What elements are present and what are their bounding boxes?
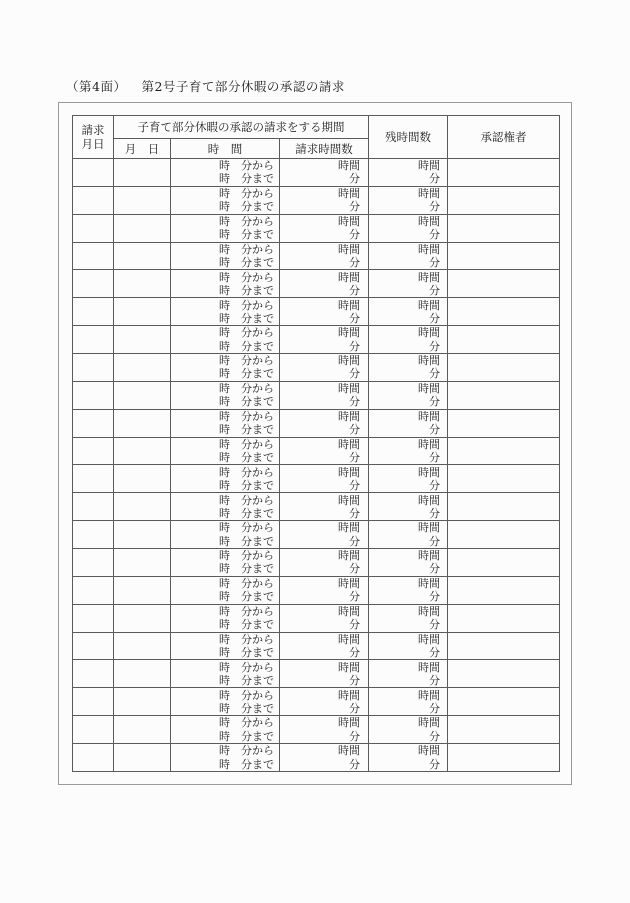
cell-month-day: [114, 298, 171, 326]
cell-time-period: 時 分から 時 分まで: [171, 493, 280, 521]
cell-approver: [448, 354, 560, 382]
table-row: [73, 688, 560, 716]
cell-remaining-hours: 時間 分: [369, 576, 448, 604]
cell-remaining-hours: 時間 分: [369, 270, 448, 298]
cell-time-period: 時 分から 時 分まで: [171, 354, 280, 382]
table-row: [73, 409, 560, 437]
cell-time-period: 時 分から 時 分まで: [171, 326, 280, 354]
cell-approver: [448, 214, 560, 242]
cell-request-date: [73, 242, 114, 270]
cell-time-period: 時 分から 時 分まで: [171, 214, 280, 242]
page-title: [66, 77, 345, 95]
cell-approver: [448, 270, 560, 298]
cell-time-period: 時 分から 時 分まで: [171, 381, 280, 409]
cell-remaining-hours: 時間 分: [369, 326, 448, 354]
cell-remaining-hours: 時間 分: [369, 549, 448, 577]
cell-request-date: [73, 660, 114, 688]
table-row: [73, 186, 560, 214]
table-row: [73, 214, 560, 242]
cell-requested-hours: 時間 分: [280, 521, 369, 549]
cell-requested-hours: 時間 分: [280, 465, 369, 493]
cell-requested-hours: 時間 分: [280, 604, 369, 632]
table-row: [73, 326, 560, 354]
cell-requested-hours: 時間 分: [280, 326, 369, 354]
table-row: [73, 549, 560, 577]
header-approver: 承認権者: [448, 116, 560, 159]
table-row: [73, 242, 560, 270]
cell-approver: [448, 186, 560, 214]
table-row: [73, 465, 560, 493]
cell-approver: [448, 159, 560, 187]
cell-month-day: [114, 409, 171, 437]
table-row: [73, 381, 560, 409]
cell-month-day: [114, 716, 171, 744]
cell-time-period: 時 分から 時 分まで: [171, 744, 280, 772]
cell-request-date: [73, 493, 114, 521]
cell-time-period: 時 分から 時 分まで: [171, 242, 280, 270]
cell-time-period: 時 分から 時 分まで: [171, 159, 280, 187]
cell-requested-hours: 時間 分: [280, 298, 369, 326]
cell-month-day: [114, 660, 171, 688]
cell-approver: [448, 632, 560, 660]
cell-time-period: 時 分から 時 分まで: [171, 688, 280, 716]
table-row: [73, 354, 560, 382]
cell-requested-hours: 時間 分: [280, 409, 369, 437]
cell-approver: [448, 242, 560, 270]
cell-request-date: [73, 159, 114, 187]
table-row: [73, 576, 560, 604]
cell-month-day: [114, 465, 171, 493]
cell-remaining-hours: 時間 分: [369, 409, 448, 437]
cell-requested-hours: 時間 分: [280, 660, 369, 688]
cell-requested-hours: 時間 分: [280, 688, 369, 716]
cell-approver: [448, 326, 560, 354]
header-remaining-hours: 残時間数: [369, 116, 448, 159]
cell-request-date: [73, 716, 114, 744]
cell-request-date: [73, 270, 114, 298]
cell-requested-hours: 時間 分: [280, 744, 369, 772]
cell-request-date: [73, 381, 114, 409]
cell-approver: [448, 493, 560, 521]
table-row: [73, 604, 560, 632]
cell-remaining-hours: 時間 分: [369, 354, 448, 382]
cell-month-day: [114, 354, 171, 382]
table-row: [73, 298, 560, 326]
cell-remaining-hours: 時間 分: [369, 604, 448, 632]
cell-approver: [448, 604, 560, 632]
cell-request-date: [73, 186, 114, 214]
cell-month-day: [114, 381, 171, 409]
table-row: [73, 660, 560, 688]
cell-approver: [448, 409, 560, 437]
cell-time-period: 時 分から 時 分まで: [171, 604, 280, 632]
cell-approver: [448, 549, 560, 577]
cell-request-date: [73, 688, 114, 716]
cell-approver: [448, 298, 560, 326]
cell-time-period: 時 分から 時 分まで: [171, 270, 280, 298]
cell-requested-hours: 時間 分: [280, 159, 369, 187]
header-row-1: [73, 116, 560, 139]
cell-approver: [448, 716, 560, 744]
cell-remaining-hours: 時間 分: [369, 688, 448, 716]
cell-requested-hours: 時間 分: [280, 186, 369, 214]
cell-time-period: 時 分から 時 分まで: [171, 298, 280, 326]
table-row: [73, 716, 560, 744]
table-header: [73, 116, 560, 159]
cell-request-date: [73, 521, 114, 549]
cell-requested-hours: 時間 分: [280, 214, 369, 242]
cell-remaining-hours: 時間 分: [369, 381, 448, 409]
table-row: [73, 270, 560, 298]
cell-approver: [448, 381, 560, 409]
cell-time-period: 時 分から 時 分まで: [171, 521, 280, 549]
cell-approver: [448, 521, 560, 549]
cell-request-date: [73, 214, 114, 242]
cell-month-day: [114, 576, 171, 604]
cell-requested-hours: 時間 分: [280, 549, 369, 577]
table-row: [73, 744, 560, 772]
cell-requested-hours: 時間 分: [280, 381, 369, 409]
cell-requested-hours: 時間 分: [280, 437, 369, 465]
cell-request-date: [73, 604, 114, 632]
table-row: [73, 493, 560, 521]
cell-request-date: [73, 437, 114, 465]
header-requested-hours: 請求時間数: [280, 139, 369, 159]
cell-requested-hours: 時間 分: [280, 354, 369, 382]
cell-requested-hours: 時間 分: [280, 632, 369, 660]
cell-month-day: [114, 186, 171, 214]
cell-month-day: [114, 326, 171, 354]
cell-approver: [448, 660, 560, 688]
cell-month-day: [114, 521, 171, 549]
cell-remaining-hours: 時間 分: [369, 437, 448, 465]
cell-requested-hours: 時間 分: [280, 493, 369, 521]
cell-remaining-hours: 時間 分: [369, 214, 448, 242]
cell-month-day: [114, 214, 171, 242]
cell-remaining-hours: 時間 分: [369, 465, 448, 493]
cell-time-period: 時 分から 時 分まで: [171, 716, 280, 744]
cell-time-period: 時 分から 時 分まで: [171, 437, 280, 465]
cell-time-period: 時 分から 時 分まで: [171, 660, 280, 688]
cell-approver: [448, 688, 560, 716]
cell-month-day: [114, 549, 171, 577]
cell-approver: [448, 465, 560, 493]
cell-month-day: [114, 688, 171, 716]
cell-month-day: [114, 437, 171, 465]
cell-month-day: [114, 744, 171, 772]
cell-request-date: [73, 326, 114, 354]
header-time: 時 間: [171, 139, 280, 159]
table-row: [73, 437, 560, 465]
header-period-group: 子育て部分休暇の承認の請求をする期間: [114, 116, 369, 139]
leave-request-table: [72, 115, 560, 772]
cell-request-date: [73, 576, 114, 604]
cell-request-date: [73, 465, 114, 493]
cell-request-date: [73, 409, 114, 437]
page-title-main: 第2号子育て部分休暇の承認の請求: [141, 79, 345, 94]
cell-request-date: [73, 354, 114, 382]
table-row: [73, 632, 560, 660]
cell-requested-hours: 時間 分: [280, 716, 369, 744]
cell-remaining-hours: 時間 分: [369, 716, 448, 744]
cell-remaining-hours: 時間 分: [369, 242, 448, 270]
cell-approver: [448, 576, 560, 604]
cell-time-period: 時 分から 時 分まで: [171, 549, 280, 577]
cell-request-date: [73, 549, 114, 577]
header-request-date: 請求 月日: [73, 116, 114, 159]
table-row: [73, 521, 560, 549]
cell-month-day: [114, 242, 171, 270]
cell-request-date: [73, 744, 114, 772]
cell-month-day: [114, 604, 171, 632]
cell-remaining-hours: 時間 分: [369, 493, 448, 521]
cell-remaining-hours: 時間 分: [369, 186, 448, 214]
cell-remaining-hours: 時間 分: [369, 159, 448, 187]
cell-time-period: 時 分から 時 分まで: [171, 632, 280, 660]
cell-request-date: [73, 298, 114, 326]
table-body: [73, 159, 560, 772]
cell-month-day: [114, 270, 171, 298]
page-title-prefix: （第4面）: [66, 79, 127, 94]
cell-requested-hours: 時間 分: [280, 576, 369, 604]
cell-requested-hours: 時間 分: [280, 242, 369, 270]
cell-time-period: 時 分から 時 分まで: [171, 186, 280, 214]
cell-approver: [448, 744, 560, 772]
cell-time-period: 時 分から 時 分まで: [171, 409, 280, 437]
cell-remaining-hours: 時間 分: [369, 298, 448, 326]
cell-requested-hours: 時間 分: [280, 270, 369, 298]
cell-request-date: [73, 632, 114, 660]
table-row: [73, 159, 560, 187]
cell-remaining-hours: 時間 分: [369, 744, 448, 772]
cell-month-day: [114, 632, 171, 660]
cell-remaining-hours: 時間 分: [369, 660, 448, 688]
cell-time-period: 時 分から 時 分まで: [171, 465, 280, 493]
cell-approver: [448, 437, 560, 465]
cell-remaining-hours: 時間 分: [369, 521, 448, 549]
cell-month-day: [114, 493, 171, 521]
cell-time-period: 時 分から 時 分まで: [171, 576, 280, 604]
cell-month-day: [114, 159, 171, 187]
header-month-day: 月 日: [114, 139, 171, 159]
cell-remaining-hours: 時間 分: [369, 632, 448, 660]
